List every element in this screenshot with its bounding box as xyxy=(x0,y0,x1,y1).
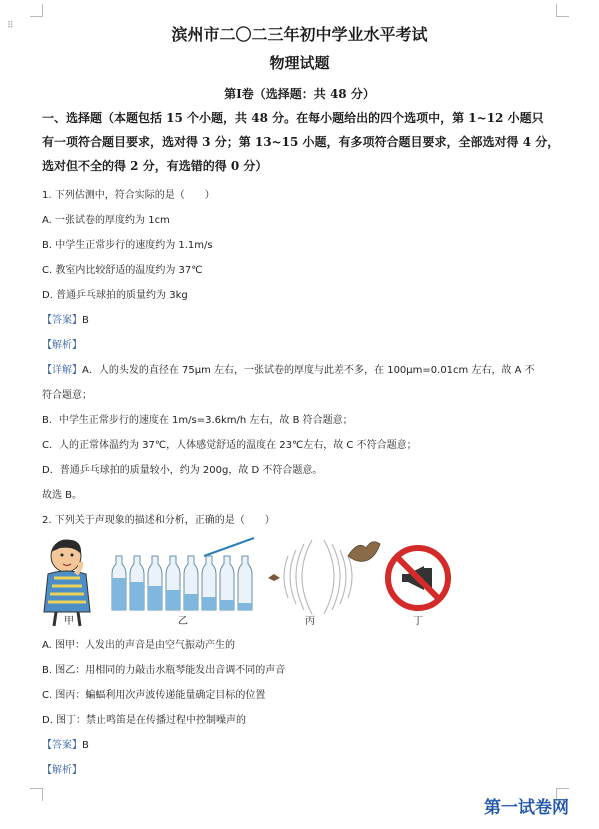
detail-text: A．人的头发的直径在 75μm 左右，一张试卷的厚度与此差不多，在 100μm=0.01cm 左右，故 A 不 xyxy=(82,365,535,376)
site-watermark[interactable]: 第一试卷网 xyxy=(484,798,569,818)
q1-answer xyxy=(42,311,89,326)
q2-option-c: C. 图丙：蝙蝠利用次声波传递能量确定目标的位置 xyxy=(42,690,266,701)
question-1-stem: 1. 下列估测中，符合实际的是（ ） xyxy=(42,190,215,201)
q2-figure xyxy=(36,534,466,629)
question-2-stem: 2. 下列关于声现象的描述和分析，正确的是（ ） xyxy=(42,515,275,526)
q1-option-c: C. 教室内比较舒适的温度约为 37℃ xyxy=(42,265,203,276)
figure-label: 丙 xyxy=(305,616,315,627)
q1-detail-c: C．人的正常体温约为 37℃，人体感觉舒适的温度在 23℃左右，故 C 不符合题意； xyxy=(42,440,417,451)
q2-analysis-tag: 【解析】 xyxy=(42,765,82,776)
answer-tag: 【答案】 xyxy=(42,315,82,326)
q1-analysis-tag: 【解析】 xyxy=(42,340,82,351)
figure-label: 乙 xyxy=(178,616,188,627)
q1-option-b: B. 中学生正常步行的速度约为 1.1m/s xyxy=(42,240,213,251)
subject-title: 物理试题 xyxy=(269,54,330,72)
drag-handle-icon[interactable]: ⠿ xyxy=(7,21,15,31)
answer-tag: 【答案】 xyxy=(42,740,82,751)
answer-value: B xyxy=(82,740,89,751)
section-line: 选对但不全的得 2 分，有选错的得 0 分） xyxy=(42,159,268,173)
q1-option-a: A. 一张试卷的厚度约为 1cm xyxy=(42,215,170,226)
q2-option-b: B. 图乙：用相同的力敲击水瓶琴能发出音调不同的声音 xyxy=(42,665,286,676)
page-corner-mark xyxy=(30,4,43,17)
answer-value: B xyxy=(82,315,89,326)
volume-title: 第Ⅰ卷（选择题：共 48 分） xyxy=(224,87,375,101)
q1-detail-a xyxy=(42,361,535,376)
section-instructions xyxy=(42,106,570,178)
figure-label: 丁 xyxy=(413,616,423,627)
q1-conclusion: 故选 B。 xyxy=(42,490,83,501)
q1-detail-b: B．中学生正常步行的速度在 1m/s=3.6km/h 左右，故 B 符合题意； xyxy=(42,415,353,426)
detail-tag: 【详解】 xyxy=(42,365,82,376)
section-line: 一、选择题（本题包括 15 个小题，共 48 分。在每小题给出的四个选项中，第 1~12 小题只 xyxy=(42,111,544,125)
q1-option-d: D. 普通乒乓球拍的质量约为 3kg xyxy=(42,290,188,301)
q1-detail-d: D．普通乒乓球拍的质量较小，约为 200g，故 D 不符合题意。 xyxy=(42,465,323,476)
q2-answer xyxy=(42,736,89,751)
figure-label: 甲 xyxy=(64,616,74,627)
q2-option-a: A. 图甲：人发出的声音是由空气振动产生的 xyxy=(42,640,236,651)
page-corner-mark xyxy=(556,4,569,17)
no-horn-sign-icon xyxy=(388,548,448,608)
q1-detail-a-cont: 符合题意； xyxy=(42,390,92,401)
q2-option-d: D. 图丁：禁止鸣笛是在传播过程中控制噪声的 xyxy=(42,715,247,726)
water-bottles-illustration xyxy=(112,538,254,610)
bat-echolocation-illustration xyxy=(268,540,380,614)
page-corner-mark xyxy=(30,788,43,801)
section-line: 有一项符合题目要求，选对得 3 分；第 13~15 小题，有多项符合题目要求，全部选对得 4 分， xyxy=(42,135,560,149)
exam-title: 滨州市二〇二三年初中学业水平考试 xyxy=(171,25,428,44)
